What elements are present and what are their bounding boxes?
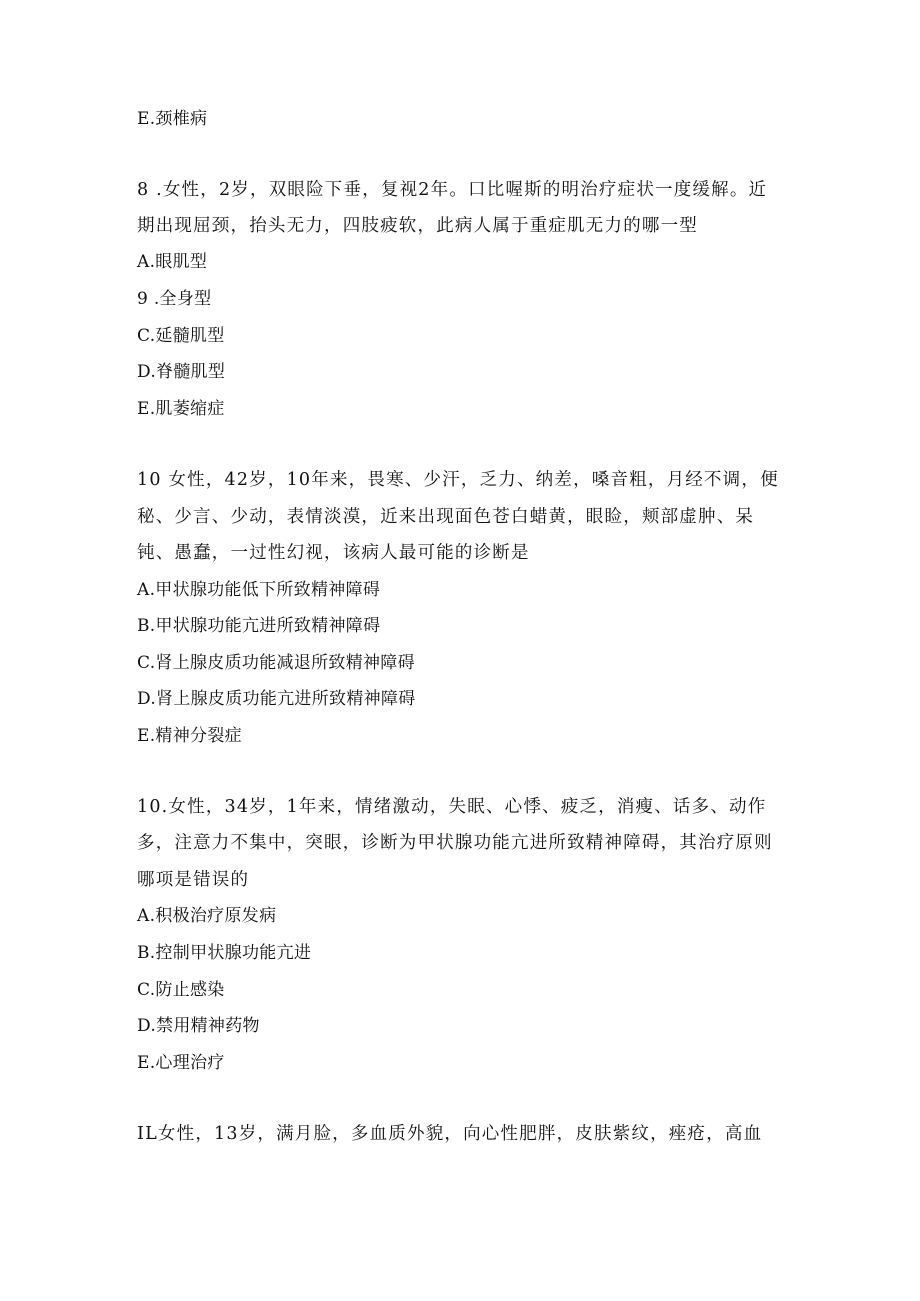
option-c-q10a: C.肾上腺皮质功能减退所致精神障碍 [137, 653, 415, 673]
question-11-stem-line-1: IL女性，13岁，满月脸，多血质外貌，向心性肥胖，皮肤紫纹，痤疮，高血 [137, 1124, 763, 1144]
option-a-q8: A.眼肌型 [137, 252, 208, 272]
question-10b-stem-line-1: 10.女性，34岁，1年来，情绪激动，失眠、心悸、疲乏，消瘦、话多、动作 [137, 797, 767, 817]
option-c-q10b: C.防止感染 [137, 980, 225, 1000]
option-b-q10a: B.甲状腺功能亢进所致精神障碍 [137, 616, 381, 636]
question-8-stem-line-2: 期出现屈颈，抬头无力，四肢疲软，此病人属于重症肌无力的哪一型 [137, 216, 698, 236]
option-e-q8: E.肌萎缩症 [137, 399, 225, 419]
option-c-q8: C.延髓肌型 [137, 326, 225, 346]
option-a-q10b: A.积极治疗原发病 [137, 906, 277, 926]
option-e-q10a: E.精神分裂症 [137, 726, 242, 746]
question-10a-stem-line-3: 钝、愚蠢，一过性幻视，该病人最可能的诊断是 [137, 543, 530, 563]
option-b-q8: 9 .全身型 [137, 289, 212, 309]
option-d-q10a: D.肾上腺皮质功能亢进所致精神障碍 [137, 689, 416, 709]
question-10b-stem-line-2: 多，注意力不集中，突眼，诊断为甲状腺功能亢进所致精神障碍，其治疗原则 [137, 833, 773, 853]
question-10a-stem-line-1: 10 女性，42岁，10年来，畏寒、少汗，乏力、纳差，嗓音粗，月经不调，便 [137, 470, 779, 490]
option-b-q10b: B.控制甲状腺功能亢进 [137, 943, 312, 963]
option-d-q8: D.脊髓肌型 [137, 362, 226, 382]
option-e-q10b: E.心理治疗 [137, 1053, 225, 1073]
option-d-q10b: D.禁用精神药物 [137, 1016, 260, 1036]
question-10a-stem-line-2: 秘、少言、少动，表情淡漠，近来出现面色苍白蜡黄，眼睑，颊部虚肿、呆 [137, 507, 755, 527]
question-10b-stem-line-3: 哪项是错误的 [137, 870, 250, 890]
option-a-q10a: A.甲状腺功能低下所致精神障碍 [137, 580, 381, 600]
option-e-q7: E.颈椎病 [137, 109, 208, 129]
question-8-stem-line-1: 8 .女性，2岁，双眼险下垂，复视2年。口比喔斯的明治疗症状一度缓解。近 [137, 180, 768, 200]
